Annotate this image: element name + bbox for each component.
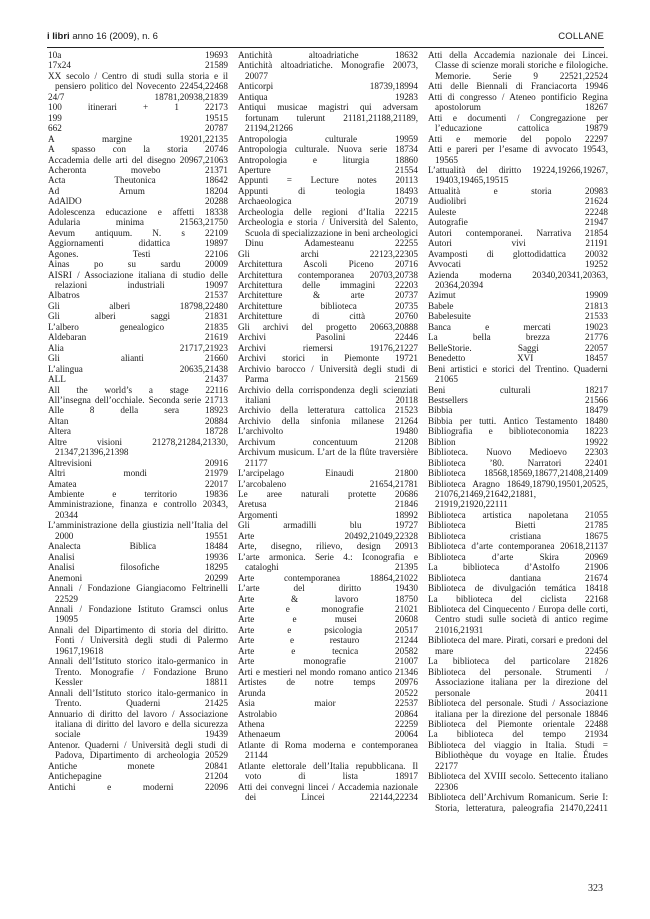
header-rule <box>47 47 604 48</box>
page-number: 323 <box>588 883 603 894</box>
index-entry: Atlante di Roma moderna e contemporanea 21144 <box>238 739 418 761</box>
index-entry: Architetture & arte 20737 <box>238 290 418 301</box>
index-entry: Architettura delle immagini 22203 <box>238 279 418 290</box>
index-entry: Arte e musei 20608 <box>238 614 418 625</box>
index-entry: A spasso con la storia 20746 <box>48 144 228 155</box>
index-entry: Antropologia culturale. Nuova serie 18734 <box>238 144 418 155</box>
index-entry: 17x24 21589 <box>48 60 228 71</box>
index-entry: Analisi 19936 <box>48 551 228 562</box>
index-entry: Autori contemporanei. Narrativa 21854 <box>428 227 608 238</box>
index-entry: Banca e mercati 19023 <box>428 321 608 332</box>
index-entry: 199 19515 <box>48 112 228 123</box>
index-entry: Altrevisioni 20916 <box>48 457 228 468</box>
index-entry: Adolescenza educazione e affetti 18338 <box>48 206 228 217</box>
index-entry: Biblioteca d’arte contemporanea 20618,21137 <box>428 541 608 552</box>
index-entry: Annali dell’Istituto storico italo-germanico in Trento. Monografie / Fondazione Bruno Kessler 18811 <box>48 656 228 688</box>
index-entry: Arte 20492,21049,22328 <box>238 530 418 541</box>
index-entry: Avamposti di glottodidattica 20032 <box>428 248 608 259</box>
index-entry: Agones. Testi 22106 <box>48 248 228 259</box>
index-entry: Arte contemporanea 18864,21022 <box>238 572 418 583</box>
index-entry: Biblioteca ’80. Narratori 22401 <box>428 457 608 468</box>
index-entry: Anticorpi 18739,18994 <box>238 81 418 92</box>
index-entry: Antropologia e liturgia 18860 <box>238 154 418 165</box>
index-entry: Argomenti 18992 <box>238 509 418 520</box>
index-entry: Archivum concentuum 21208 <box>238 436 418 447</box>
index-entry: Biblioteca del mare. Pirati, corsari e predoni del mare 22456 <box>428 635 608 656</box>
index-entry: Archeologia e storia / Università del Salento, Scuola di specializzazione in beni archeologici Dinu Adamesteanu 22255 <box>238 217 418 249</box>
index-entry: Altre visioni 21278,21284,21330, 21347,21396,21398 <box>48 436 228 458</box>
index-entry: Biblioteca de divulgación temática 18418 <box>428 583 608 594</box>
index-entry: Gli archi 22123,22305 <box>238 248 418 259</box>
index-entry: L’arte armonica. Serie 4.: Iconografia e cataloghi 21395 <box>238 551 418 573</box>
index-entry: Antropologia culturale 19959 <box>238 133 418 144</box>
index-entry: Anemoni 20299 <box>48 572 228 583</box>
index-entry: Appunti di teologia 18493 <box>238 185 418 196</box>
index-entry: Bibbia 18479 <box>428 405 608 416</box>
index-entry: Aldebaran 21619 <box>48 332 228 343</box>
index-entry: Beni artistici e storici del Trentino. Quaderni 21065 <box>428 363 608 385</box>
index-entry: Athena 22259 <box>238 719 418 729</box>
journal-issue <box>47 31 158 42</box>
index-entry: Atti dei convegni lincei / Accademia nazionale dei Lincei 22144,22234 <box>238 781 418 803</box>
index-entry: All’insegna dell’occhiale. Seconda serie 21713 <box>48 394 228 405</box>
index-entry: Biblioteca dantiana 21674 <box>428 572 608 583</box>
index-entry: Biblioteca del Piemonte orientale 22488 <box>428 719 608 729</box>
index-entry: Asia maior 22537 <box>238 698 418 709</box>
index-entry: Antiche monete 20841 <box>48 760 228 771</box>
index-entry: AISRI / Associazione italiana di studio delle relazioni industriali 19097 <box>48 269 228 290</box>
index-entry: Biblioteca del viaggio in Italia. Studi = Bibliothèque du voyage en Italie. Études 22177 <box>428 739 608 771</box>
index-entry: Altan 20884 <box>48 415 228 426</box>
index-entry: Gli alianti 21660 <box>48 353 228 364</box>
index-entry: Archivio della sinfonia milanese 21264 <box>238 415 418 426</box>
index-entry: 100 itinerari + 1 22173 <box>48 102 228 113</box>
issue-label: anno 16 (2009), n. 6 <box>72 31 158 42</box>
index-entry: Antiqua 19283 <box>238 91 418 102</box>
index-entry: Arte e restauro 21244 <box>238 635 418 646</box>
index-entry: Autori vivi 21191 <box>428 238 608 249</box>
index-entry: Albatros 21537 <box>48 290 228 301</box>
index-entry: XX secolo / Centro di studi sulla storia e il pensiero politico del Novecento 22454,22468 <box>48 70 228 92</box>
index-entry: Biblioteca d’arte Skira 20969 <box>428 551 608 562</box>
index-entry: Biblioteca Bietti 21785 <box>428 520 608 531</box>
index-entry: Archeologia delle regioni d’Italia 22215 <box>238 206 418 217</box>
index-entry: Biblion 19922 <box>428 436 608 447</box>
index-entry: Atti e documenti / Congregazione per l’educazione cattolica 19879 <box>428 112 608 134</box>
index-entry: Antiqui musicae magistri qui adversam fortunam tulerunt 21181,21188,21189, 21194,21266 <box>238 102 418 134</box>
index-entry: La biblioteca del particolare 21826 <box>428 656 608 667</box>
index-entry: Beni culturali 18217 <box>428 384 608 395</box>
index-entry: AdAlDO 20288 <box>48 196 228 207</box>
index-entry: L’alingua 20635,21438 <box>48 363 228 374</box>
index-entry: Astrolabio 20864 <box>238 708 418 719</box>
index-entry: Arunda 20522 <box>238 687 418 698</box>
index-entry: Attualità e storia 20983 <box>428 185 608 196</box>
index-entry: La biblioteca del ciclista 22168 <box>428 593 608 604</box>
index-entry: Antichità altoadriatiche. Monografie 20073, 20077 <box>238 60 418 81</box>
index-entry: Antichi e moderni 22096 <box>48 781 228 792</box>
index-entry: Atti e pareri per l’esame di avvocato 19543, 19565 <box>428 144 608 165</box>
index-entry: L’albero genealogico 21835 <box>48 321 228 332</box>
index-entry: Archivum musicum. L’art de la flûte traversière 21177 <box>238 447 418 468</box>
index-column-3 <box>428 50 608 813</box>
index-entry: Alle 8 della sera 18923 <box>48 405 228 416</box>
index-entry: Bestsellers 21566 <box>428 394 608 405</box>
index-entry: Annali / Fondazione Istituto Gramsci onlus 19095 <box>48 604 228 625</box>
index-entry: Antichità altoadriatiche 18632 <box>238 50 418 60</box>
index-entry: Acheronta movebo 21371 <box>48 164 228 175</box>
section-title: COLLANE <box>558 31 604 42</box>
index-entry: Biblioteca del personale. Strumenti / Associazione italiana per la direzione del personale 20411 <box>428 666 608 698</box>
index-entry: Atlante elettorale dell’Italia repubblicana. Il voto di lista 18917 <box>238 760 418 782</box>
index-entry: Annali dell’Istituto storico italo-germanico in Trento. Quaderni 21425 <box>48 687 228 709</box>
index-entry: Babelesuite 21533 <box>428 311 608 322</box>
index-entry: Architetture biblioteca 20735 <box>238 300 418 311</box>
index-entry: Appunti = Lecture notes 20113 <box>238 175 418 186</box>
index-entry: Amministrazione, finanza e controllo 20343, 20344 <box>48 499 228 520</box>
index-entry: Altri mondi 21979 <box>48 468 228 479</box>
index-entry: Azienda moderna 20340,20341,20363, 20364,20394 <box>428 269 608 290</box>
index-entry: Acta Theutonica 18642 <box>48 175 228 186</box>
index-entry: Architetture di città 20760 <box>238 311 418 322</box>
index-entry: Arte monografie 21007 <box>238 656 418 667</box>
index-entry: Gli alberi 18798,22480 <box>48 300 228 311</box>
index-entry: Biblioteca. Nuovo Medioevo 22303 <box>428 447 608 458</box>
index-entry: L’archivolto 19480 <box>238 426 418 437</box>
index-entry: Ambiente e territorio 19836 <box>48 489 228 500</box>
index-entry: Aperture 21554 <box>238 164 418 175</box>
index-entry: Biblioteca del personale. Studi / Associazione italiana per la direzione del personale 18846 <box>428 698 608 719</box>
index-entry: La bella brezza 21776 <box>428 332 608 343</box>
index-entry: Archaeologica 20719 <box>238 196 418 207</box>
index-entry: Biblioteca 18568,18569,18677,21408,21409 <box>428 468 608 479</box>
index-entry: Altera 18728 <box>48 426 228 437</box>
running-header <box>47 31 604 45</box>
index-entry: L’arcipelago Einaudi 21800 <box>238 468 418 479</box>
index-entry: La biblioteca del tempo 21934 <box>428 729 608 740</box>
index-entry: Archivio barocco / Università degli studi di Parma 21569 <box>238 363 418 385</box>
index-entry: Architettura contemporanea 20703,20738 <box>238 269 418 280</box>
index-entry: ALL 21437 <box>48 374 228 385</box>
journal-title: i libri <box>47 31 70 42</box>
index-entry: L’attualità del diritto 19224,19266,19267, 19403,19465,19515 <box>428 164 608 186</box>
index-entry: Bibbia per tutti. Antico Testamento 18480 <box>428 415 608 426</box>
index-entry: La biblioteca d’Astolfo 21906 <box>428 562 608 573</box>
index-entry: Biblioteca dell’Archivum Romanicum. Serie I: Storia, letteratura, paleografia 21470,22411 <box>428 792 608 813</box>
index-entry: 24/7 18781,20938,21839 <box>48 91 228 102</box>
index-entry: Biblioteca cristiana 18675 <box>428 530 608 541</box>
index-entry: Biblioteca Aragno 18649,18790,19501,20525, 21076,21469,21642,21881, 21919,21920,22111 <box>428 478 608 510</box>
index-entry: Auleste 22248 <box>428 206 608 217</box>
index-entry: Biblioteca artistica napoletana 21055 <box>428 509 608 520</box>
index-entry: Arti e mestieri nel mondo romano antico 21346 <box>238 666 418 677</box>
index-entry: Antenor. Quaderni / Università degli studi di Padova, Dipartimento di archeologia 20529 <box>48 739 228 761</box>
index-entry: Antichepagine 21204 <box>48 771 228 782</box>
index-entry: Arte & lavoro 18750 <box>238 593 418 604</box>
index-entry: Aevum antiquum. N. s 22109 <box>48 227 228 238</box>
index-entry: Accademia delle arti del disegno 20967,21063 <box>48 154 228 165</box>
index-entry: A margine 19201,22135 <box>48 133 228 144</box>
index-entry: Ainas po su sardu 20009 <box>48 259 228 270</box>
index-entry: Archivi riemersi 19176,21227 <box>238 342 418 353</box>
index-entry: Architettura Ascoli Piceno 20716 <box>238 259 418 270</box>
index-entry: Arte, disegno, rilievo, design 20913 <box>238 541 418 552</box>
index-entry: 10a 19693 <box>48 50 228 60</box>
index-entry: L’amministrazione della giustizia nell’Italia del 2000 19551 <box>48 520 228 541</box>
index-entry: Aretusa 21846 <box>238 499 418 510</box>
index-entry: Analecta Biblica 18484 <box>48 541 228 552</box>
index-entry: 662 20787 <box>48 123 228 134</box>
index-entry: Artistes de notre temps 20976 <box>238 677 418 688</box>
index-entry: Archivio della corrispondenza degli scienziati italiani 20118 <box>238 384 418 405</box>
index-entry: Amatea 22017 <box>48 478 228 489</box>
index-entry: Annuario di diritto del lavoro / Associazione italiana di diritto del lavoro e della sicurezza sociale 19439 <box>48 708 228 740</box>
index-entry: Archivio della letteratura cattolica 21523 <box>238 405 418 416</box>
index-entry: All the world’s a stage 22116 <box>48 384 228 395</box>
index-entry: Autografie 21947 <box>428 217 608 228</box>
index-entry: Athenaeum 20064 <box>238 729 418 740</box>
index-entry: Aggiornamenti didattica 19897 <box>48 238 228 249</box>
index-entry: Atti delle Biennali di Franciacorta 19946 <box>428 81 608 92</box>
index-entry: Adularia minima 21563,21750 <box>48 217 228 228</box>
index-entry: Arte e tecnica 20582 <box>238 645 418 656</box>
index-entry: Benedetto XVI 18457 <box>428 353 608 364</box>
index-entry: Alia 21717,21923 <box>48 342 228 353</box>
index-entry: Annali del Dipartimento di storia del diritto. Fonti / Università degli studi di Palermo 19617,19618 <box>48 624 228 656</box>
index-entry: Bibliografia e biblioteconomia 18223 <box>428 426 608 437</box>
index-entry: BelleStorie. Saggi 22057 <box>428 342 608 353</box>
index-entry: L’arte del diritto 19430 <box>238 583 418 594</box>
index-entry: Arte e psicologia 20517 <box>238 624 418 635</box>
index-entry: Analisi filosofiche 18295 <box>48 562 228 573</box>
index-entry: Ad Arnum 18204 <box>48 185 228 196</box>
index-entry: Biblioteca del Cinquecento / Europa delle corti, Centro studi sulle società di antico regime 21016,21931 <box>428 604 608 635</box>
index-entry: Archivi storici in Piemonte 19721 <box>238 353 418 364</box>
index-entry: Azimut 19909 <box>428 290 608 301</box>
index-entry: Biblioteca del XVIII secolo. Settecento italiano 22306 <box>428 771 608 792</box>
index-entry: Gli armadilli blu 19727 <box>238 520 418 531</box>
index-column-2 <box>238 50 418 803</box>
index-entry: Babele 21813 <box>428 300 608 311</box>
index-entry: Arte e monografie 21021 <box>238 604 418 615</box>
index-entry: Gli archivi del progetto 20663,20888 <box>238 321 418 332</box>
index-entry: Atti della Accademia nazionale dei Lincei. Classe di scienze morali storiche e filologiche. Memorie. Serie 9 22521,22524 <box>428 50 608 81</box>
index-entry: Atti di congresso / Ateneo pontificio Regina apostolorum 18267 <box>428 91 608 113</box>
index-entry: Audiolibri 21624 <box>428 196 608 207</box>
index-entry: Avvocati 19252 <box>428 259 608 270</box>
index-entry: Atti e memorie del popolo 22297 <box>428 133 608 144</box>
index-entry: Archivi Pasolini 22446 <box>238 332 418 343</box>
index-entry: L’arcobaleno 21654,21781 <box>238 478 418 489</box>
index-entry: Annali / Fondazione Giangiacomo Feltrinelli 22529 <box>48 583 228 604</box>
index-entry: Gli alberi saggi 21831 <box>48 311 228 322</box>
index-entry: Le aree naturali protette 20686 <box>238 489 418 500</box>
index-column-1 <box>48 50 228 792</box>
